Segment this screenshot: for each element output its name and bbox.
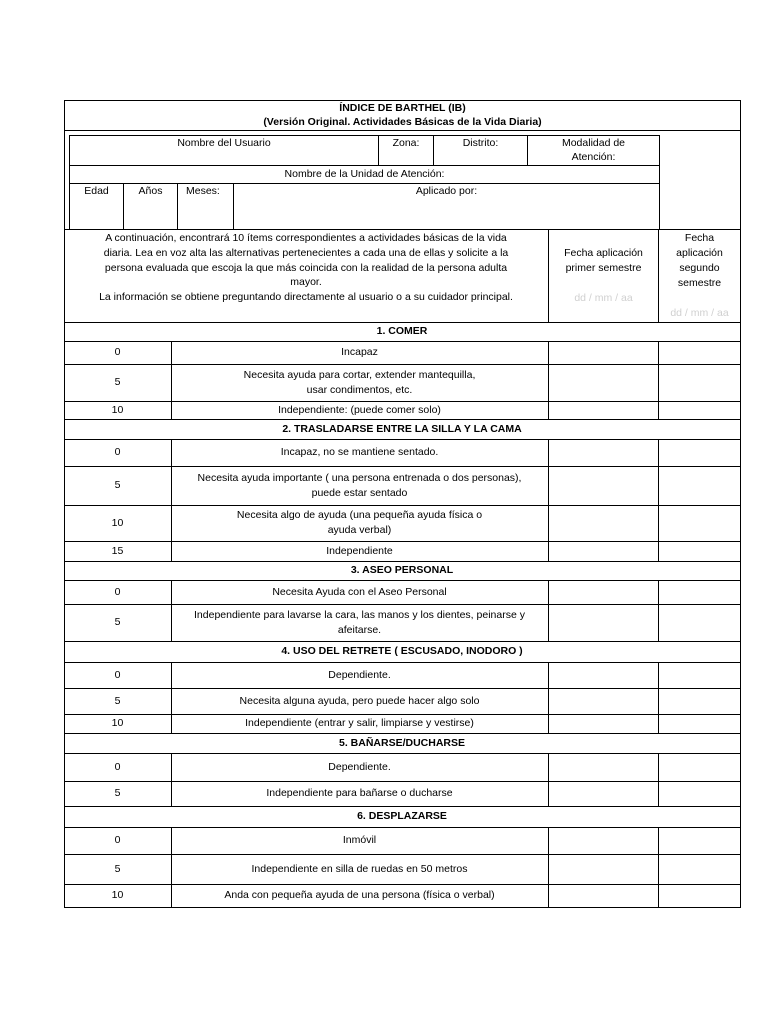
second-semester-cell[interactable]: [659, 506, 740, 541]
table-row-line: [64, 419, 741, 420]
instructions-line-3: persona evaluada que escoja la que más coincida con la realidad de la persona adulta: [104, 262, 508, 274]
first-semester-cell[interactable]: [549, 855, 658, 884]
fecha-primer-input[interactable]: dd / mm / aa: [574, 292, 633, 304]
meses-label: Meses:: [186, 185, 220, 197]
first-semester-cell[interactable]: [549, 885, 658, 907]
table-row-line: [64, 641, 741, 642]
section-title: 6. DESPLAZARSE: [357, 810, 447, 822]
item-score: 5: [114, 862, 121, 875]
item-description-cont: afeitarse.: [337, 623, 382, 636]
second-semester-cell[interactable]: [659, 467, 740, 505]
header-divider: [64, 130, 741, 131]
second-semester-cell[interactable]: [659, 581, 740, 604]
item-description: Necesita ayuda para cortar, extender mantequilla,: [243, 368, 476, 381]
aplicado-por-label: Aplicado por:: [415, 185, 478, 197]
anos-label: Años: [138, 185, 163, 197]
item-description-cont: puede estar sentado: [311, 486, 408, 499]
fecha-primer-label-1: Fecha aplicación: [564, 247, 643, 259]
item-score: 5: [114, 787, 121, 799]
section-title: 5. BAÑARSE/DUCHARSE: [338, 736, 465, 749]
modalidad-label-2: Atención:: [571, 151, 616, 163]
second-semester-cell[interactable]: [659, 342, 740, 364]
first-semester-cell[interactable]: [549, 365, 658, 401]
item-description: Independiente en silla de ruedas en 50 metros: [251, 862, 468, 875]
fecha-segundo-label-3: segundo: [679, 262, 720, 274]
item-description: Dependiente.: [328, 668, 391, 681]
item-score: 5: [114, 694, 121, 707]
first-semester-cell[interactable]: [549, 782, 658, 806]
fecha-segundo-input[interactable]: dd / mm / aa: [670, 307, 729, 319]
distrito-label: Distrito:: [462, 137, 499, 149]
item-score: 5: [114, 376, 121, 388]
first-semester-cell[interactable]: [549, 342, 658, 364]
second-semester-cell[interactable]: [659, 754, 740, 781]
first-semester-cell[interactable]: [549, 828, 658, 854]
item-description: Necesita ayuda importante ( una persona entrenada o dos personas),: [197, 471, 522, 484]
item-description: Incapaz: [341, 346, 378, 358]
item-score: 0: [114, 585, 121, 598]
modalidad-label-1: Modalidad de: [561, 137, 626, 149]
second-semester-cell[interactable]: [659, 828, 740, 854]
section-title: 4. USO DEL RETRETE ( ESCUSADO, INODORO ): [281, 645, 523, 657]
item-description: Necesita algo de ayuda (una pequeña ayuda física o: [236, 509, 483, 521]
section-title: 1. COMER: [376, 325, 428, 337]
form-subtitle: (Versión Original. Actividades Básicas de la Vida Diaria): [263, 116, 542, 128]
item-description-cont: ayuda verbal): [327, 524, 392, 536]
item-description: Independiente (entrar y salir, limpiarse y vestirse): [245, 717, 474, 729]
fecha-segundo-label-4: semestre: [677, 277, 722, 289]
second-semester-cell[interactable]: [659, 689, 740, 714]
first-semester-cell[interactable]: [549, 506, 658, 541]
item-score: 10: [111, 516, 124, 529]
item-score: 15: [111, 544, 124, 557]
section-title: 2. TRASLADARSE ENTRE LA SILLA Y LA CAMA: [282, 422, 522, 435]
second-semester-cell[interactable]: [659, 715, 740, 733]
item-description: Incapaz, no se mantiene sentado.: [280, 446, 439, 458]
table-row-line: [64, 322, 741, 323]
item-description: Anda con pequeña ayuda de una persona (física o verbal): [224, 889, 495, 901]
table-row-line: [64, 806, 741, 807]
second-semester-cell[interactable]: [659, 402, 740, 419]
fecha-segundo-label-2: aplicación: [676, 247, 723, 259]
edad-label: Edad: [84, 185, 109, 197]
fecha-segundo-label-1: Fecha: [684, 232, 715, 244]
info-sep-meses: [177, 183, 178, 229]
section-title: 3. ASEO PERSONAL: [350, 564, 454, 576]
second-semester-cell[interactable]: [659, 605, 740, 641]
item-score: 0: [114, 834, 121, 846]
item-description: Independiente: (puede comer solo): [278, 403, 441, 416]
instructions-line-5: La información se obtiene preguntando directamente al usuario o a su cuidador principal.: [99, 291, 513, 303]
first-semester-cell[interactable]: [549, 402, 658, 419]
item-score: 10: [111, 889, 124, 901]
item-description-cont: usar condimentos, etc.: [306, 383, 413, 396]
instructions-line-1: A continuación, encontrará 10 ítems correspondientes a actividades básicas de la vida: [105, 232, 507, 244]
unidad-atencion-label: Nombre de la Unidad de Atención:: [284, 168, 445, 180]
second-semester-cell[interactable]: [659, 663, 740, 688]
instructions-line-4: mayor.: [290, 276, 322, 288]
frame-bottom: [64, 907, 741, 908]
second-semester-cell[interactable]: [659, 365, 740, 401]
info-box-line1: [69, 165, 660, 166]
item-score: 0: [114, 346, 121, 358]
first-semester-cell[interactable]: [549, 542, 658, 561]
fecha-primer-label-2: primer semestre: [565, 262, 642, 274]
instructions-top-line: [64, 229, 741, 230]
second-semester-cell[interactable]: [659, 885, 740, 907]
frame-right: [740, 100, 741, 907]
info-box-right: [659, 135, 660, 229]
first-semester-cell[interactable]: [549, 689, 658, 714]
item-description: Necesita alguna ayuda, pero puede hacer algo solo: [239, 694, 480, 707]
item-score: 0: [114, 760, 121, 773]
nombre-usuario-label: Nombre del Usuario: [177, 137, 271, 149]
item-description: Necesita Ayuda con el Aseo Personal: [272, 585, 447, 598]
item-score: 10: [111, 403, 124, 416]
first-semester-cell[interactable]: [549, 467, 658, 505]
instructions-line-2: diaria. Lea en voz alta las alternativas pertenecientes a cada una de ellas y solicite a la: [103, 247, 509, 259]
first-semester-cell[interactable]: [549, 754, 658, 781]
first-semester-cell[interactable]: [549, 715, 658, 733]
first-semester-cell[interactable]: [549, 581, 658, 604]
item-description: Dependiente.: [328, 760, 391, 773]
second-semester-cell[interactable]: [659, 440, 740, 466]
item-score: 5: [114, 479, 121, 491]
item-score: 0: [114, 446, 121, 458]
first-semester-cell[interactable]: [549, 663, 658, 688]
table-row-line: [64, 733, 741, 734]
first-semester-cell[interactable]: [549, 605, 658, 641]
item-description: Independiente para bañarse o ducharse: [266, 787, 453, 799]
second-semester-cell[interactable]: [659, 855, 740, 884]
first-semester-cell[interactable]: [549, 440, 658, 466]
form-title: ÍNDICE DE BARTHEL (IB): [339, 102, 466, 114]
item-description: Independiente: [326, 544, 393, 557]
item-score: 0: [114, 668, 121, 681]
item-score: 5: [114, 616, 121, 628]
item-description: Independiente para lavarse la cara, las manos y los dientes, peinarse y: [194, 608, 525, 621]
second-semester-cell[interactable]: [659, 782, 740, 806]
second-semester-cell[interactable]: [659, 542, 740, 561]
item-score: 10: [111, 717, 124, 729]
item-description: Inmóvil: [342, 834, 377, 846]
table-row-line: [64, 561, 741, 562]
zona-label: Zona:: [392, 137, 420, 149]
